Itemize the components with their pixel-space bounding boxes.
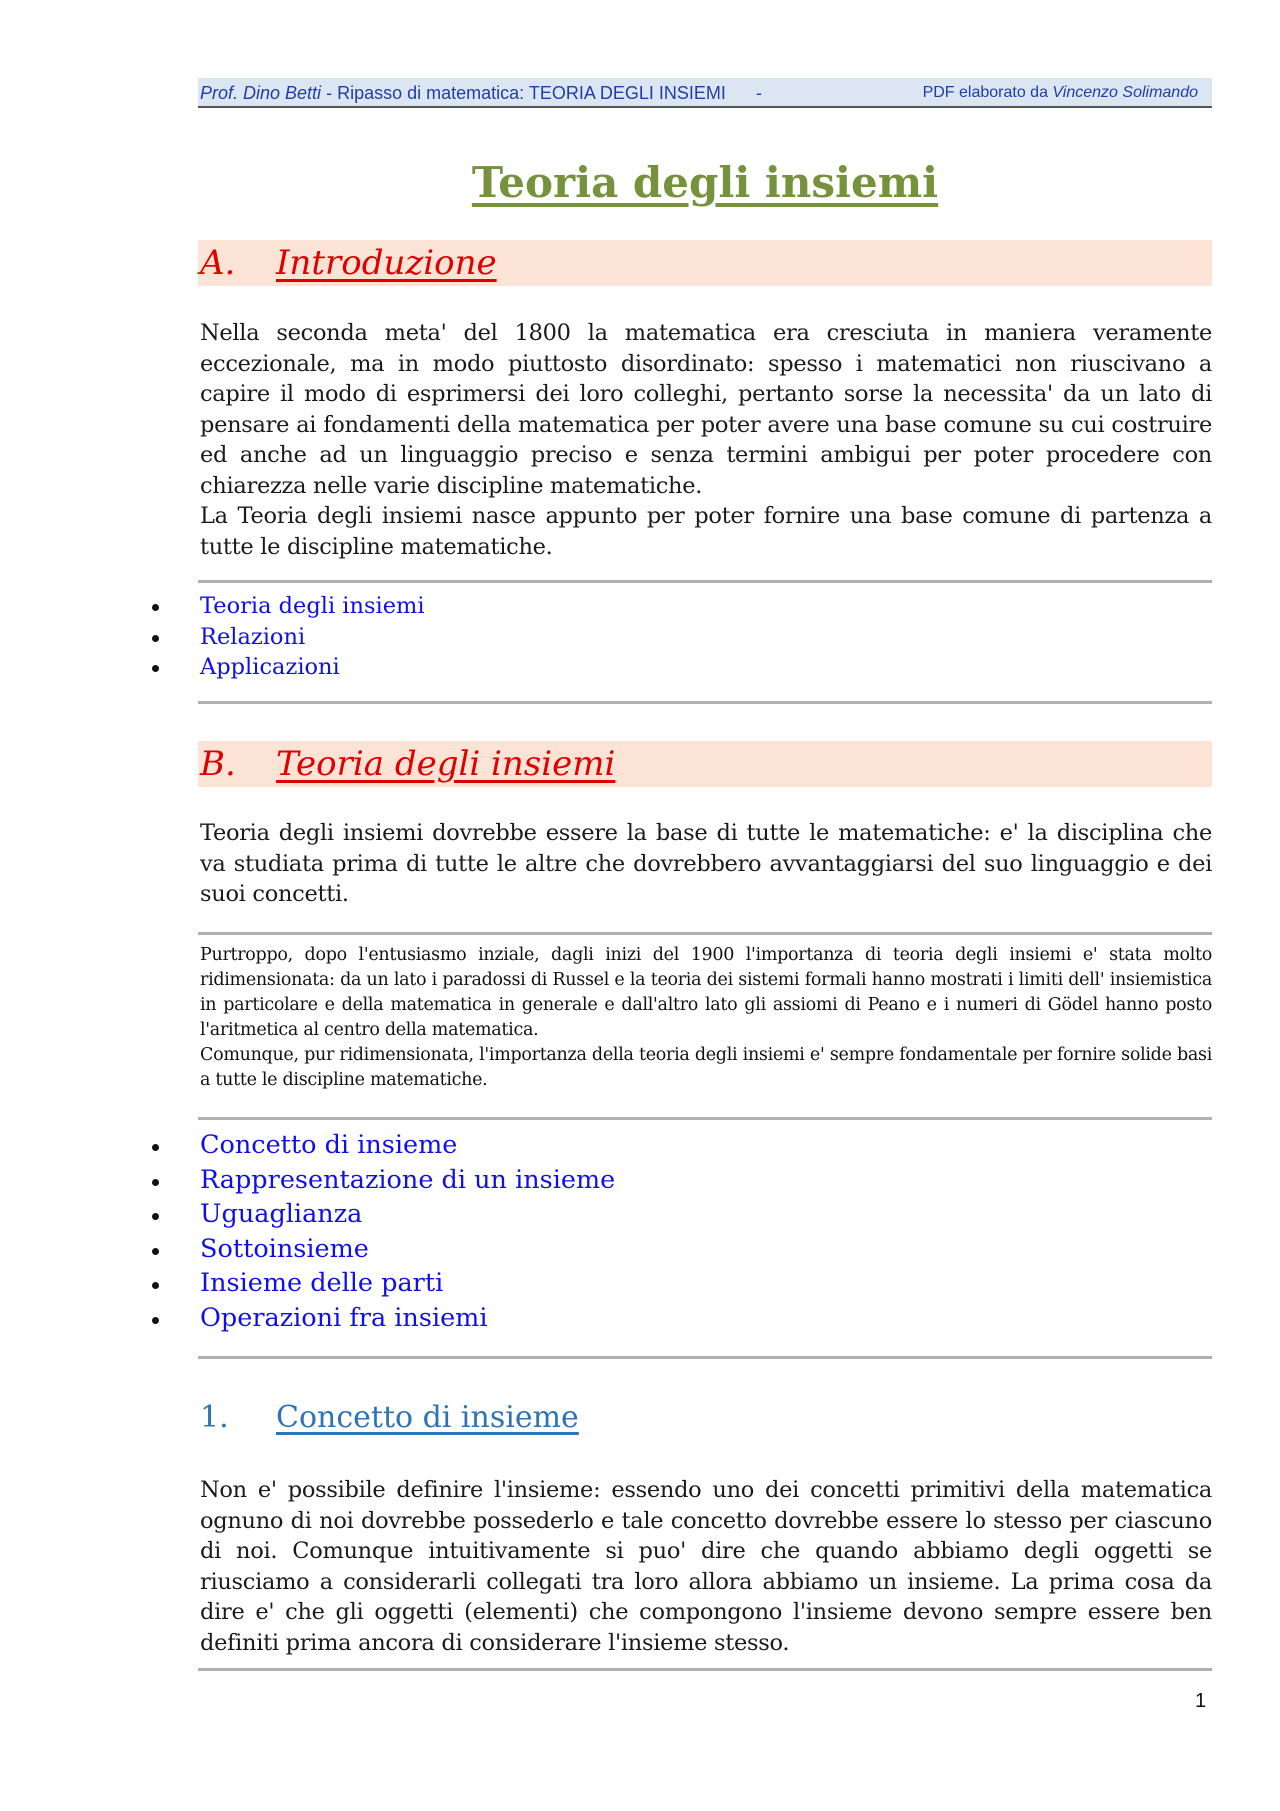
header-subject: Ripasso di matematica: TEORIA DEGLI INSIEMI — [337, 83, 726, 103]
divider — [198, 1356, 1212, 1359]
link-relazioni[interactable]: Relazioni — [150, 622, 425, 653]
link-rappresentazione-di-un-insieme[interactable]: Rappresentazione di un insieme — [150, 1163, 615, 1198]
divider — [198, 580, 1212, 583]
header-credit-name: Vincenzo Solimando — [1052, 84, 1198, 101]
section-b-paragraph: Teoria degli insiemi dovrebbe essere la base di tutte le matematiche: e' la disciplina che va studiata prima di tutte le altre che dovrebbero avvantaggiarsi del suo linguaggio e dei suoi concetti. — [200, 820, 1212, 907]
link-sottoinsieme[interactable]: Sottoinsieme — [150, 1232, 615, 1267]
section-b-note — [200, 943, 1212, 1093]
header-credit — [923, 78, 1198, 108]
header-author: Prof. Dino Betti — [200, 83, 322, 103]
link-concetto-di-insieme[interactable]: Concetto di insieme — [150, 1128, 615, 1163]
section-a-link-list — [150, 591, 425, 683]
subsection-1-body — [200, 1475, 1212, 1658]
section-b-note-paragraph-2: Comunque, pur ridimensionata, l'importanza della teoria degli insiemi e' sempre fondamentale per fornire solide basi a tutte le discipline matematiche. — [200, 1045, 1212, 1090]
document-title: Teoria degli insiemi — [471, 158, 939, 207]
divider — [198, 1117, 1212, 1120]
link-teoria-degli-insiemi[interactable]: Teoria degli insiemi — [150, 591, 425, 622]
section-b-body — [200, 818, 1212, 910]
header-separator: - — [326, 83, 333, 103]
link-operazioni-fra-insiemi[interactable]: Operazioni fra insiemi — [150, 1301, 615, 1336]
section-a-paragraph-1: Nella seconda meta' del 1800 la matematica era cresciuta in maniera veramente eccezionale, ma in modo piuttosto disordinato: spesso i matematici non riuscivano a capire il modo di esprimersi dei loro colleghi, pertanto sorse la necessita' da un lato di pensare ai fondamenti della matematica per poter avere una base comune su cui costruire ed anche ad un linguaggio preciso e senza termini ambigui per poter procedere con chiarezza nelle varie discipline matematiche. — [200, 320, 1212, 499]
section-a-body — [200, 318, 1212, 562]
divider — [198, 932, 1212, 935]
section-b-heading — [198, 741, 1212, 787]
subsection-1-paragraph: Non e' possibile definire l'insieme: essendo uno dei concetti primitivi della matematica ognuno di noi dovrebbe possederlo e tale concetto dovrebbe essere lo stesso per ciascuno di noi. Comunque intuitivamente si puo' dire che quando abbiamo degli oggetti se riusciamo a considerarli collegati tra loro allora abbiamo un insieme. La prima cosa da dire e' che gli oggetti (elementi) che compongono l'insieme devono sempre essere ben definiti prima ancora di considerare l'insieme stesso. — [200, 1477, 1212, 1656]
link-uguaglianza[interactable]: Uguaglianza — [150, 1197, 615, 1232]
section-b-link-list — [150, 1128, 615, 1335]
section-a-title: Introduzione — [276, 243, 497, 283]
header-credit-prefix: PDF elaborato da — [922, 84, 1048, 101]
section-a-paragraph-2: La Teoria degli insiemi nasce appunto per poter fornire una base comune di partenza a tutte le discipline matematiche. — [200, 503, 1212, 560]
section-a-number: A. — [200, 243, 236, 283]
link-insieme-delle-parti[interactable]: Insieme delle parti — [150, 1266, 615, 1301]
link-applicazioni[interactable]: Applicazioni — [150, 652, 425, 683]
subsection-1-title: Concetto di insieme — [276, 1400, 579, 1435]
page-number: 1 — [1195, 1690, 1207, 1712]
running-header — [198, 78, 1212, 108]
section-b-note-paragraph-1: Purtroppo, dopo l'entusiasmo inziale, dagli inizi del 1900 l'importanza di teoria degli insiemi e' stata molto ridimensionata: da un lato i paradossi di Russel e la teoria dei sistemi formali hanno mostrati i limiti dell' insiemistica in particolare e della matematica in generale e dall'altro lato gli assiomi di Peano e i numeri di Gödel hanno posto l'aritmetica al centro della matematica. — [200, 945, 1212, 1040]
section-a-heading — [198, 240, 1212, 286]
header-separator-2: - — [755, 83, 762, 103]
subsection-1-number: 1. — [200, 1400, 229, 1435]
divider — [198, 701, 1212, 704]
divider — [198, 1668, 1212, 1671]
section-b-title: Teoria degli insiemi — [276, 744, 616, 784]
section-b-number: B. — [200, 744, 236, 784]
